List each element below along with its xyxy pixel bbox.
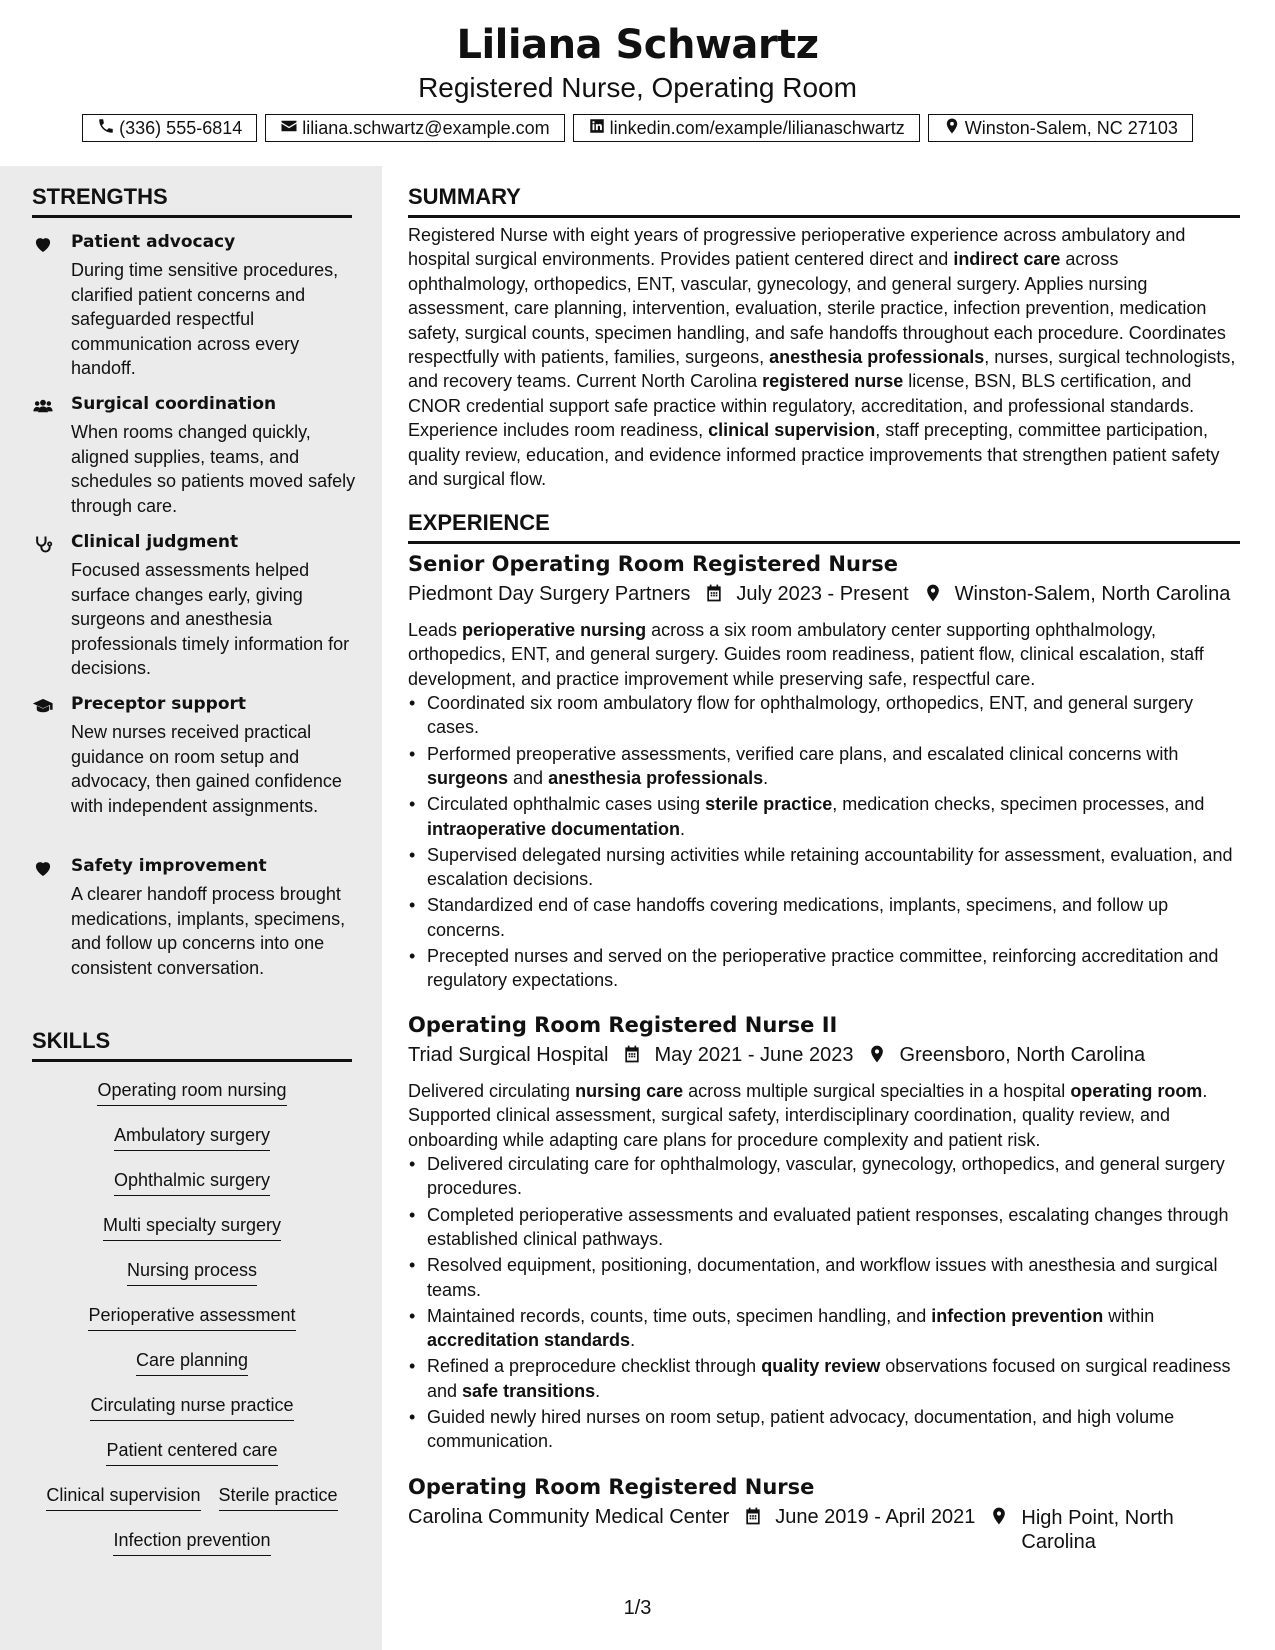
job-meta <box>408 1044 1240 1067</box>
skill-tag: Ophthalmic surgery <box>114 1168 270 1196</box>
job-location: Winston-Salem, North Carolina <box>954 583 1231 605</box>
bullet-item: • Supervised delegated nursing activities while retaining accountability for assessment, evaluation, and escalation decisions. <box>408 843 1240 892</box>
job-meta <box>408 583 1240 606</box>
calendar-icon <box>743 1506 763 1526</box>
skill-tag: Care planning <box>136 1348 248 1376</box>
bullet-item: • Completed perioperative assessments and evaluated patient responses, escalating changes through established clinical pathways. <box>408 1203 1240 1252</box>
phone-number: (336) 555-6814 <box>119 117 243 138</box>
job-dates: May 2021 - June 2023 <box>654 1044 854 1066</box>
location-pin-icon <box>943 117 961 140</box>
job-title: Operating Room Registered Nurse II <box>408 1013 838 1037</box>
job-title: Operating Room Registered Nurse <box>408 1475 815 1499</box>
summary-heading: SUMMARY <box>408 184 1240 218</box>
job-location: High Point, North Carolina <box>1021 1507 1174 1553</box>
location-text: Winston-Salem, NC 27103 <box>964 117 1178 138</box>
candidate-name: Liliana Schwartz <box>456 22 819 68</box>
job-dates: June 2019 - April 2021 <box>775 1506 976 1528</box>
users-icon <box>32 396 54 416</box>
skill-tag: Patient centered care <box>106 1438 277 1466</box>
employer-name: Carolina Community Medical Center <box>408 1506 730 1528</box>
strength-title: Surgical coordination <box>71 394 277 414</box>
strengths-heading: STRENGTHS <box>32 184 352 218</box>
candidate-role: Registered Nurse, Operating Room <box>418 72 857 103</box>
email-contact[interactable] <box>265 114 564 142</box>
bullet-item: • Delivered circulating care for ophthalmology, vascular, gynecology, orthopedics, and general surgery procedures. <box>408 1152 1240 1201</box>
job-intro: Delivered circulating nursing care across multiple surgical specialties in a hospital operating room. Supported clinical assessment, surgical safety, interdisciplinary coordination, quality review, and onboarding while adapting care plans for procedure complexity and patient risk. <box>408 1081 1208 1150</box>
graduation-cap-icon <box>32 696 54 716</box>
phone-icon <box>97 117 115 140</box>
location-pin-icon <box>867 1044 887 1064</box>
strength-description: Focused assessments helped surface changes early, giving surgeons and anesthesia professionals timely information for decisions. <box>71 560 350 678</box>
bullet-item: • Maintained records, counts, time outs, specimen handling, and infection prevention within accreditation standards. <box>408 1304 1240 1353</box>
bullet-item: • Resolved equipment, positioning, documentation, and workflow issues with anesthesia and surgical teams. <box>408 1253 1240 1302</box>
skill-tag: Perioperative assessment <box>88 1303 295 1331</box>
bullet-item: • Refined a preprocedure checklist through quality review observations focused on surgical readiness and safe transitions. <box>408 1354 1240 1403</box>
job-title: Senior Operating Room Registered Nurse <box>408 552 899 576</box>
bullet-item: • Precepted nurses and served on the perioperative practice committee, reinforcing accreditation and regulatory expectations. <box>408 944 1240 993</box>
heart-icon <box>32 234 54 254</box>
strength-description: New nurses received practical guidance on room setup and advocacy, then gained confidence with independent assignments. <box>71 722 342 816</box>
skills-heading: SKILLS <box>32 1028 352 1062</box>
job-intro: Leads perioperative nursing across a six room ambulatory center supporting ophthalmology, orthopedics, ENT, and general surgery. Guides room readiness, patient flow, clinical escalation, staff development, and practice improvement while preserving safe, respectful care. <box>408 620 1204 689</box>
envelope-icon <box>280 117 298 140</box>
strength-description: A clearer handoff process brought medications, implants, specimens, and follow up concerns into one consistent conversation. <box>71 884 346 978</box>
strength-title: Safety improvement <box>71 856 267 876</box>
skill-tag: Clinical supervision <box>46 1483 200 1511</box>
skill-tag: Multi specialty surgery <box>103 1213 281 1241</box>
job-location: Greensboro, North Carolina <box>899 1044 1146 1066</box>
summary-text: Registered Nurse with eight years of progressive perioperative experience across ambulatory and hospital surgical environments. Provides patient centered direct and indirect care across ophthalmology, orthopedics, ENT, vascular, gynecology, and general surgery. Applies nursing assessment, care planning, intervention, evaluation, sterile practice, infection prevention, medication safety, surgical counts, specimen handling, and safe handoffs throughout each procedure. Coordinates respectfully with patients, families, surgeons, anesthesia professionals, nurses, surgical technologists, and recovery teams. Current North Carolina registered nurse license, BSN, BLS certification, and CNOR credential support safe practice within regulatory, accreditation, and professional standards. Experience includes room readiness, clinical supervision, staff precepting, committee participation, quality review, education, and evidence informed practice improvements that strengthen patient safety and surgical flow. <box>408 225 1236 490</box>
experience-heading: EXPERIENCE <box>408 510 1240 544</box>
strength-description: During time sensitive procedures, clarified patient concerns and safeguarded respectful communication across every handoff. <box>71 260 339 378</box>
skill-tag: Infection prevention <box>113 1528 270 1556</box>
job-dates: July 2023 - Present <box>736 583 909 605</box>
calendar-icon <box>622 1044 642 1064</box>
calendar-icon <box>704 583 724 603</box>
bullet-item: • Circulated ophthalmic cases using sterile practice, medication checks, specimen processes, and intraoperative documentation. <box>408 792 1240 841</box>
bullet-item: • Standardized end of case handoffs covering medications, implants, specimens, and follow up concerns. <box>408 893 1240 942</box>
resume-header <box>0 0 1275 166</box>
job-bullets <box>408 691 1240 995</box>
phone-contact[interactable] <box>82 114 257 142</box>
linkedin-icon <box>588 117 606 140</box>
bullet-item: • Performed preoperative assessments, verified care plans, and escalated clinical concerns with surgeons and anesthesia professionals. <box>408 742 1240 791</box>
linkedin-url: linkedin.com/example/lilianaschwartz <box>609 117 905 138</box>
skill-tag: Sterile practice <box>219 1483 338 1511</box>
skill-tag: Nursing process <box>127 1258 257 1286</box>
skill-tag: Circulating nurse practice <box>90 1393 293 1421</box>
page-number: 1/3 <box>623 1597 652 1619</box>
strength-title: Preceptor support <box>71 694 247 714</box>
location-contact <box>928 114 1193 142</box>
contact-bar <box>0 114 1275 142</box>
location-pin-icon <box>923 583 943 603</box>
heart-icon <box>32 858 54 878</box>
strength-title: Clinical judgment <box>71 532 239 552</box>
strength-description: When rooms changed quickly, aligned supplies, teams, and schedules so patients moved safely through care. <box>71 422 356 516</box>
job-meta <box>408 1506 1240 1554</box>
location-pin-icon <box>989 1506 1009 1526</box>
strength-title: Patient advocacy <box>71 232 236 252</box>
skill-tag: Operating room nursing <box>97 1078 286 1106</box>
employer-name: Piedmont Day Surgery Partners <box>408 583 691 605</box>
stethoscope-icon <box>32 534 54 554</box>
bullet-item: • Guided newly hired nurses on room setup, patient advocacy, documentation, and high volume communication. <box>408 1405 1240 1454</box>
bullet-item: • Coordinated six room ambulatory flow for ophthalmology, orthopedics, ENT, and general surgery cases. <box>408 691 1240 740</box>
skill-tag: Ambulatory surgery <box>114 1123 270 1151</box>
skills-list <box>32 1078 352 1573</box>
employer-name: Triad Surgical Hospital <box>408 1044 609 1066</box>
email-address: liliana.schwartz@example.com <box>302 117 550 138</box>
job-bullets <box>408 1152 1240 1456</box>
linkedin-contact[interactable] <box>573 114 920 142</box>
